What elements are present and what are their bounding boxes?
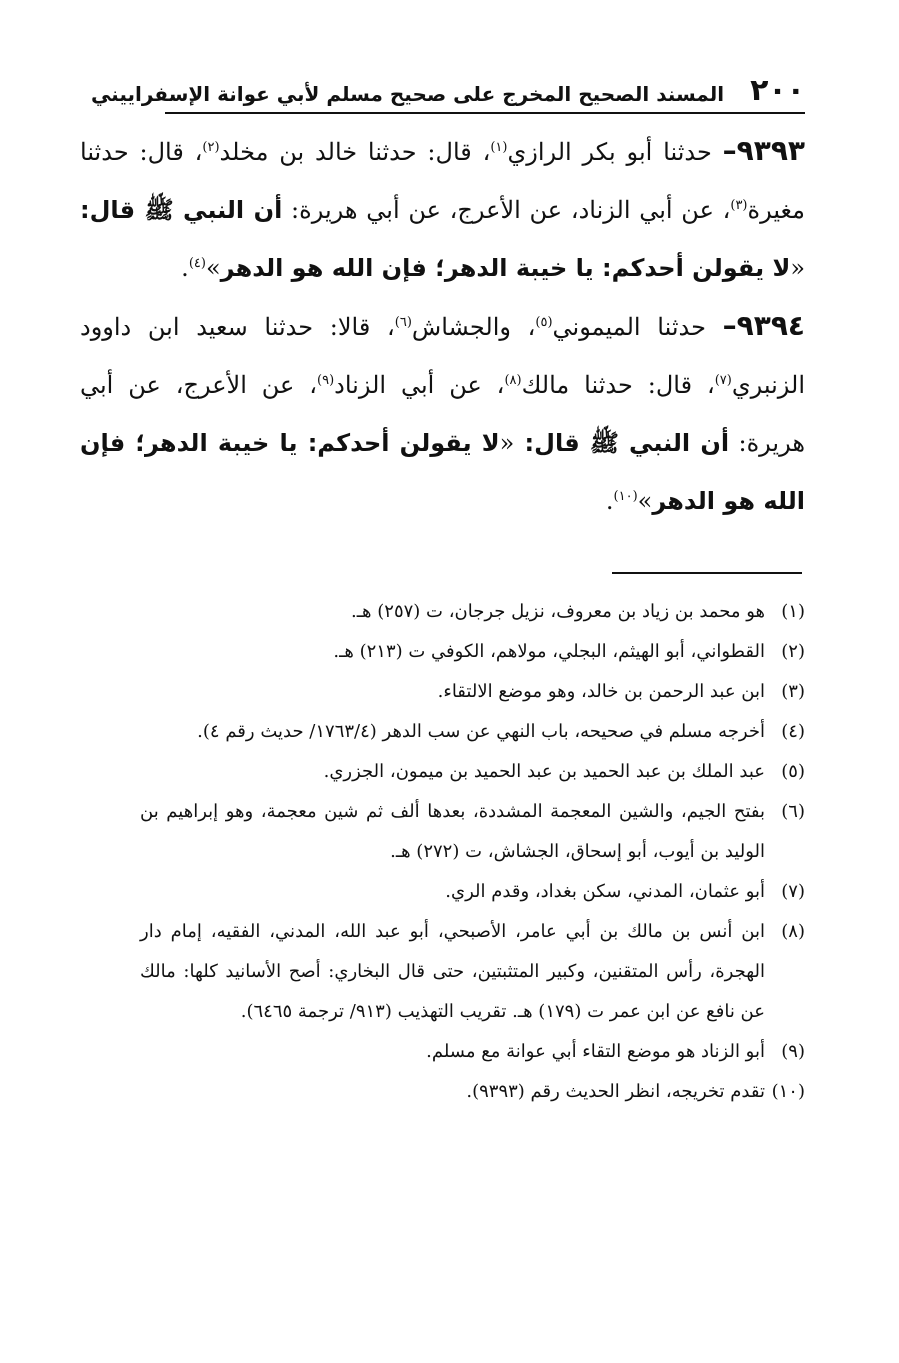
quote-open: « — [790, 254, 805, 282]
footnote-3 — [140, 672, 805, 712]
text-segment: ، عن أبي الزناد، عن الأعرج، عن أبي هريرة: — [282, 196, 731, 224]
text-segment: ، عن الأعرج، عن أبي هريرة: — [80, 371, 806, 457]
text-segment: ، قال: حدثنا مالك — [521, 371, 715, 399]
page-header — [90, 70, 805, 108]
footnote-1 — [140, 592, 805, 632]
footnote-mark: (٤) — [781, 721, 805, 742]
footnote-mark: (٩) — [781, 1041, 805, 1062]
footnote-text: أبو الزناد هو موضع التقاء أبي عوانة مع مسلم. — [426, 1041, 765, 1062]
footnote-text: تقدم تخريجه، انظر الحديث رقم (٩٣٩٣). — [466, 1081, 765, 1102]
hadith-number: ٩٣٩٤ — [736, 309, 805, 342]
footnote-5 — [140, 752, 805, 792]
footnote-2 — [140, 632, 805, 672]
text-segment: ، عن أبي الزناد — [334, 371, 505, 399]
bold-text: أن النبي ﷺ قال: — [80, 196, 283, 224]
footnote-text: هو محمد بن زياد بن معروف، نزيل جرجان، ت (٢٥٧) هـ. — [351, 601, 765, 622]
footnote-ref: (٢) — [202, 140, 220, 155]
footnote-7 — [140, 872, 805, 912]
hadith-number: ٩٣٩٣ — [736, 134, 805, 167]
footnote-ref: (٤) — [188, 256, 206, 271]
footnote-10 — [140, 1072, 805, 1112]
footnote-ref: (٣) — [730, 198, 748, 213]
running-title: المسند الصحيح المخرج على صحيح مسلم لأبي عوانة الإسفراييني — [90, 82, 725, 106]
footnote-9 — [140, 1032, 805, 1072]
footnote-text: عبد الملك بن عبد الحميد بن عبد الحميد بن ميمون، الجزري. — [323, 761, 765, 782]
footnotes — [140, 592, 805, 1112]
footnote-ref: (٥) — [535, 315, 553, 330]
footnote-ref: (١) — [490, 140, 508, 155]
hadith-9394 — [80, 297, 805, 530]
text-segment: ، قالا: حدثنا سعيد ابن داوود الزنبري — [80, 313, 805, 399]
footnote-mark: (٣) — [781, 681, 805, 702]
text-segment: حدثنا الميموني — [552, 313, 723, 341]
bold-text: أن النبي ﷺ قال: — [514, 429, 730, 457]
footnote-mark: (٥) — [781, 761, 805, 782]
text-segment: حدثنا أبو بكر الرازي — [507, 138, 723, 166]
footnote-ref: (٨) — [504, 373, 522, 388]
footnote-mark: (٧) — [781, 881, 805, 902]
quote-close: » — [205, 254, 221, 282]
footnote-ref: (١٠) — [613, 489, 638, 504]
footnote-6 — [140, 792, 805, 872]
footnote-text: أبو عثمان، المدني، سكن بغداد، وقدم الري. — [445, 881, 765, 902]
footnote-text: القطواني، أبو الهيثم، البجلي، مولاهم، الكوفي ت (٢١٣) هـ. — [333, 641, 765, 662]
footnote-ref: (٩) — [317, 373, 335, 388]
footnote-mark: (٢) — [781, 641, 805, 662]
quote-close: » — [637, 487, 653, 515]
footnote-8 — [140, 912, 805, 1032]
page-number: ٢٠٠ — [750, 73, 805, 108]
text-segment: . — [605, 487, 614, 515]
footnote-mark: (٦) — [781, 801, 805, 822]
main-text — [80, 122, 805, 530]
header-rule — [165, 112, 805, 114]
hadith-matn: لا يقولن أحدكم: يا خيبة الدهر؛ فإن الله هو الدهر — [220, 254, 791, 282]
hadith-dash: – — [722, 309, 737, 342]
hadith-9393 — [80, 122, 805, 297]
hadith-dash: – — [722, 134, 737, 167]
text-segment: ، قال: حدثنا مغيرة — [80, 138, 805, 224]
text-segment: . — [181, 254, 189, 282]
footnote-mark: (٨) — [781, 921, 805, 942]
footnote-mark: (١٠) — [771, 1081, 805, 1102]
footnote-ref: (٦) — [394, 315, 412, 330]
footnote-mark: (١) — [781, 601, 805, 622]
quote-open: « — [499, 429, 515, 457]
footnote-text: أخرجه مسلم في صحيحه، باب النهي عن سب الدهر (١٧٦٣/٤/ حديث رقم ٤). — [197, 721, 765, 742]
text-segment: ، والجشاش — [411, 313, 536, 341]
footnote-text: ابن عبد الرحمن بن خالد، وهو موضع الالتقاء. — [437, 681, 765, 702]
text-segment: ، قال: حدثنا خالد بن مخلد — [219, 138, 491, 166]
footnote-ref: (٧) — [714, 373, 732, 388]
footnote-separator — [612, 572, 802, 574]
footnote-text: بفتح الجيم، والشين المعجمة المشددة، بعدها ألف ثم شين معجمة، وهو إبراهيم بن الوليد بن أيوب، أبو إسحاق، الجشاش، ت (٢٧٢) هـ. — [140, 801, 765, 862]
hadith-matn: لا يقولن أحدكم: يا خيبة الدهر؛ فإن الله هو الدهر — [80, 429, 805, 515]
footnote-text: ابن أنس بن مالك بن أبي عامر، الأصبحي، أبو عبد الله، المدني، الفقيه، إمام دار الهجرة، رأس المتقنين، وكبير المتثبتين، حتى قال البخاري: أصح الأسانيد كلها: مالك عن نافع عن ابن عمر ت (١٧٩) هـ. تقريب التهذيب (٩١٣/ ترجمة ٦٤٦٥). — [140, 921, 765, 1022]
footnote-4 — [140, 712, 805, 752]
